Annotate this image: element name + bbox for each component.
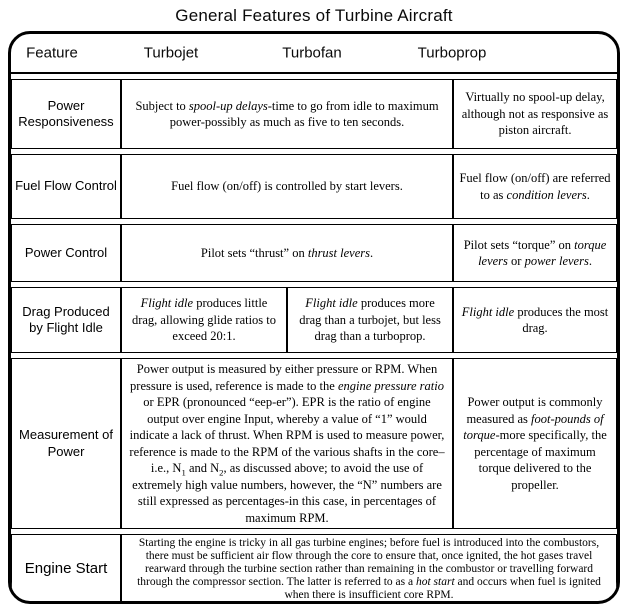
feature-cell-power-control: Power Control (11, 224, 121, 282)
column-header-turboprop: Turboprop (417, 44, 487, 62)
cell-power-control-turboprop: Pilot sets “torque” on torque levers or power levers. (453, 224, 617, 282)
row-engine-start (11, 534, 617, 604)
cell-power-control-jet-fan: Pilot sets “thrust” on thrust levers. (121, 224, 453, 282)
table-container (8, 31, 620, 604)
column-header-feature: Feature (26, 44, 78, 62)
row-measurement-of-power (11, 358, 617, 529)
row-power-control (11, 224, 617, 282)
column-header-turbofan: Turbofan (282, 44, 342, 62)
row-fuel-flow-control (11, 154, 617, 219)
cell-power-responsiveness-turboprop: Virtually no spool-up delay, although not as responsive as piston aircraft. (453, 79, 617, 149)
cell-drag-turbojet: Flight idle produces little drag, allowing glide ratios to exceed 20:1. (121, 287, 287, 353)
cell-measurement-jet-fan: Power output is measured by either pressure or RPM. When pressure is used, reference is made to the engine pressure ratio or EPR (pronounced “eep-er”). EPR is the ratio of engine output over engine Input, whereby a value of “1” would indicate a lack of thrust. When RPM is used to measure power, reference is made to the RPM of the various shafts in the core–i.e., $N_1$ and $N_2$, as discussed above; to avoid the use of extremely high value numbers, however, the “N” numbers are still expressed as percentages-in this case, in percentages of maximum RPM. (121, 358, 453, 529)
feature-cell-engine-start: Engine Start (11, 534, 121, 604)
cell-fuel-flow-control-jet-fan: Fuel flow (on/off) is controlled by start levers. (121, 154, 453, 219)
cell-drag-turbofan: Flight idle produces more drag than a turbojet, but less drag than a turboprop. (287, 287, 453, 353)
feature-cell-measurement-of-power: Measurement of Power (11, 358, 121, 529)
column-header-turbojet: Turbojet (143, 44, 199, 62)
cell-engine-start-all: Starting the engine is tricky in all gas turbine engines; before fuel is introduced into the combustors, there must be sufficient air flow through the core to ensure that, once ignited, the hot gases travel rearward through the turbine section rather than remaining in the combustor or travelling forward through the compressor section. The latter is referred to as a hot start and occurs when fuel is ignited when there is insufficient core RPM. (121, 534, 617, 604)
row-drag-flight-idle (11, 287, 617, 353)
feature-cell-power-responsiveness: Power Responsiveness (11, 79, 121, 149)
cell-measurement-turboprop: Power output is commonly measured as foot-pounds of torque-more specifically, the percentage of maximum torque delivered to the propeller. (453, 358, 617, 529)
cell-power-responsiveness-jet-fan: Subject to spool-up delays-time to go from idle to maximum power-possibly as much as five to ten seconds. (121, 79, 453, 149)
row-power-responsiveness (11, 79, 617, 149)
cell-drag-turboprop: Flight idle produces the most drag. (453, 287, 617, 353)
table-header-row (11, 34, 617, 72)
feature-cell-drag-flight-idle: Drag Produced by Flight Idle (11, 287, 121, 353)
cell-fuel-flow-control-turboprop: Fuel flow (on/off) are referred to as condition levers. (453, 154, 617, 219)
page-title: General Features of Turbine Aircraft (175, 6, 453, 25)
features-table (11, 74, 617, 604)
feature-cell-fuel-flow-control: Fuel Flow Control (11, 154, 121, 219)
